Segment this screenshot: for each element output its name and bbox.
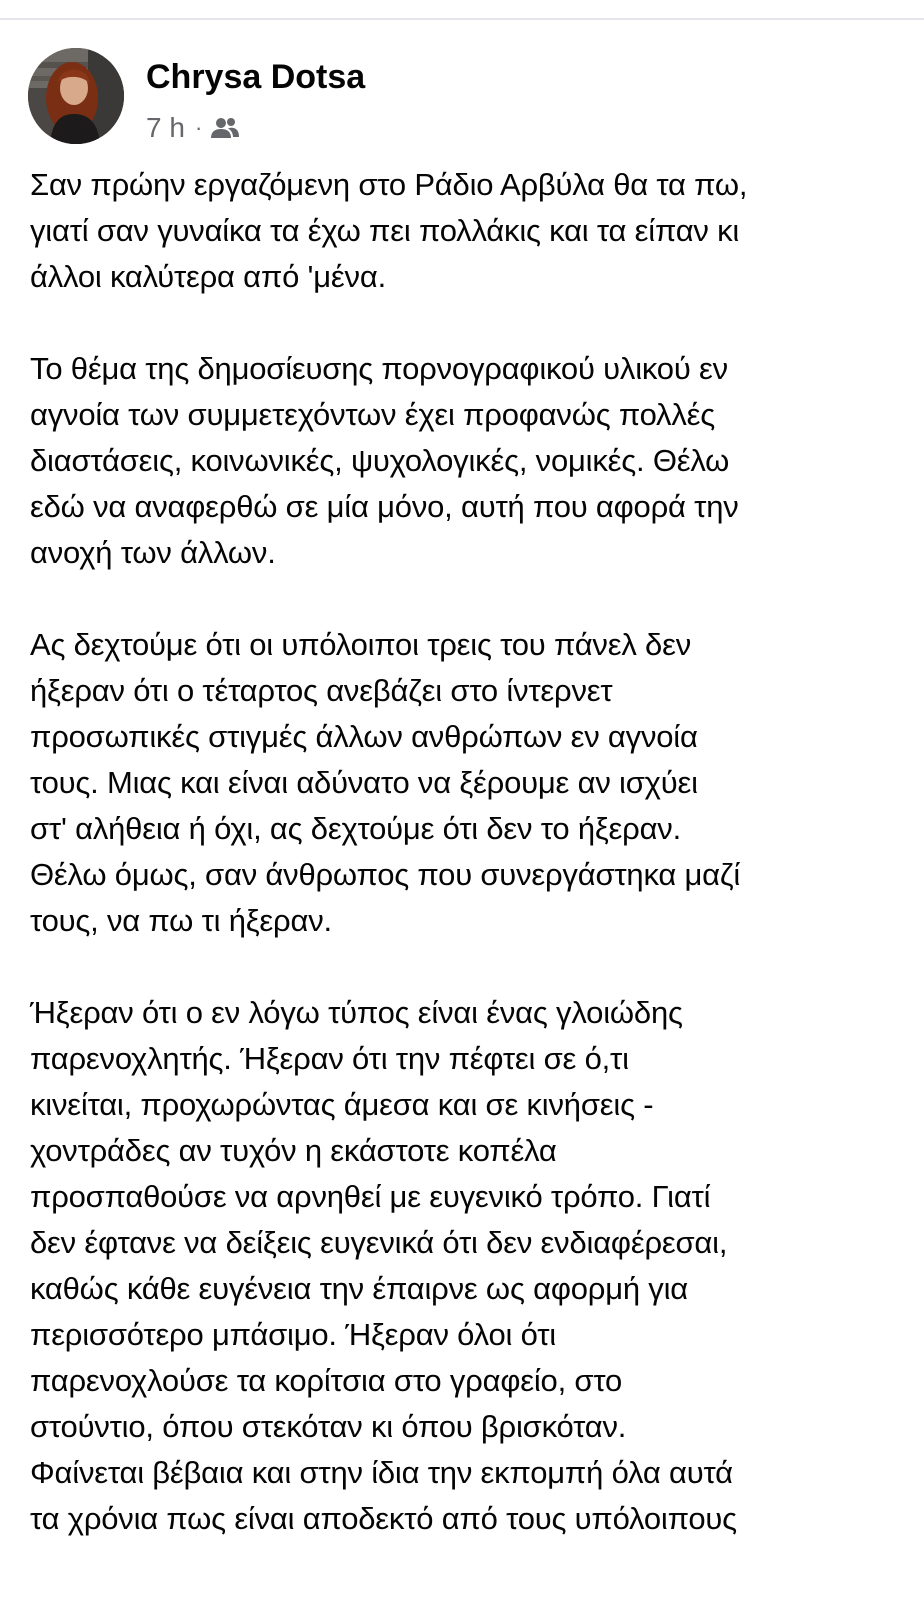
text-line: ανοχή των άλλων.: [30, 535, 276, 570]
post-body: [30, 162, 900, 1588]
text-line: Θέλω όμως, σαν άνθρωπος που συνεργάστηκα μαζί: [30, 857, 741, 892]
text-line: δεν έφτανε να δείξεις ευγενικά ότι δεν ενδιαφέρεσαι,: [30, 1225, 728, 1260]
text-line: περισσότερο μπάσιμο. Ήξεραν όλοι ότι: [30, 1317, 556, 1352]
meta-separator: ·: [194, 115, 203, 140]
text-line: εδώ να αναφερθώ σε μία μόνο, αυτή που αφορά την: [30, 489, 739, 524]
avatar-photo: [28, 48, 124, 144]
text-line: διαστάσεις, κοινωνικές, ψυχολογικές, νομικές. Θέλω: [30, 443, 730, 478]
text-line: Φαίνεται βέβαια και στην ίδια την εκπομπή όλα αυτά: [30, 1455, 733, 1490]
text-line: προσπαθούσε να αρνηθεί με ευγενικό τρόπο. Γιατί: [30, 1179, 711, 1214]
text-line: χοντράδες αν τυχόν η εκάστοτε κοπέλα: [30, 1133, 557, 1168]
post-header: [28, 48, 888, 148]
post-meta: [146, 112, 240, 144]
friends-icon[interactable]: [210, 116, 240, 140]
post-paragraph-4: [30, 990, 900, 1542]
text-line: προσωπικές στιγμές άλλων ανθρώπων εν αγνοία: [30, 719, 698, 754]
post-paragraph-2: [30, 346, 900, 576]
text-line: άλλοι καλύτερα από 'μένα.: [30, 259, 386, 294]
top-divider: [0, 18, 924, 20]
text-line: ήξεραν ότι ο τέταρτος ανεβάζει στο ίντερνετ: [30, 673, 613, 708]
author-name[interactable]: Chrysa Dotsa: [146, 58, 366, 96]
text-line: τους, να πω τι ήξεραν.: [30, 903, 332, 938]
text-line: παρενοχλούσε τα κορίτσια στο γραφείο, στο: [30, 1363, 622, 1398]
text-line: γιατί σαν γυναίκα τα έχω πει πολλάκις και τα είπαν κι: [30, 213, 740, 248]
text-line: τους. Μιας και είναι αδύνατο να ξέρουμε αν ισχύει: [30, 765, 698, 800]
text-line: αγνοία των συμμετεχόντων έχει προφανώς πολλές: [30, 397, 716, 432]
friends-icon-graphic: [210, 116, 240, 140]
avatar[interactable]: [28, 48, 124, 144]
text-line: Σαν πρώην εργαζόμενη στο Ράδιο Αρβύλα θα τα πω,: [30, 167, 748, 202]
text-line: Το θέμα της δημοσίευσης πορνογραφικού υλικού εν: [30, 351, 728, 386]
text-line: παρενοχλητής. Ήξεραν ότι την πέφτει σε ό,τι: [30, 1041, 629, 1076]
text-line: στ' αλήθεια ή όχι, ας δεχτούμε ότι δεν το ήξεραν.: [30, 811, 682, 846]
text-line: στούντιο, όπου στεκόταν κι όπου βρισκόταν.: [30, 1409, 627, 1444]
text-line: τα χρόνια πως είναι αποδεκτό από τους υπόλοιπους: [30, 1501, 737, 1536]
text-line: Ήξεραν ότι ο εν λόγω τύπος είναι ένας γλοιώδης: [30, 995, 683, 1030]
text-line: καθώς κάθε ευγένεια την έπαιρνε ως αφορμή για: [30, 1271, 689, 1306]
post-paragraph-1: [30, 162, 900, 300]
text-line: κινείται, προχωρώντας άμεσα και σε κινήσεις -: [30, 1087, 654, 1122]
post-time[interactable]: 7 h: [146, 112, 185, 143]
text-line: Ας δεχτούμε ότι οι υπόλοιποι τρεις του πάνελ δεν: [30, 627, 692, 662]
post-paragraph-3: [30, 622, 900, 944]
